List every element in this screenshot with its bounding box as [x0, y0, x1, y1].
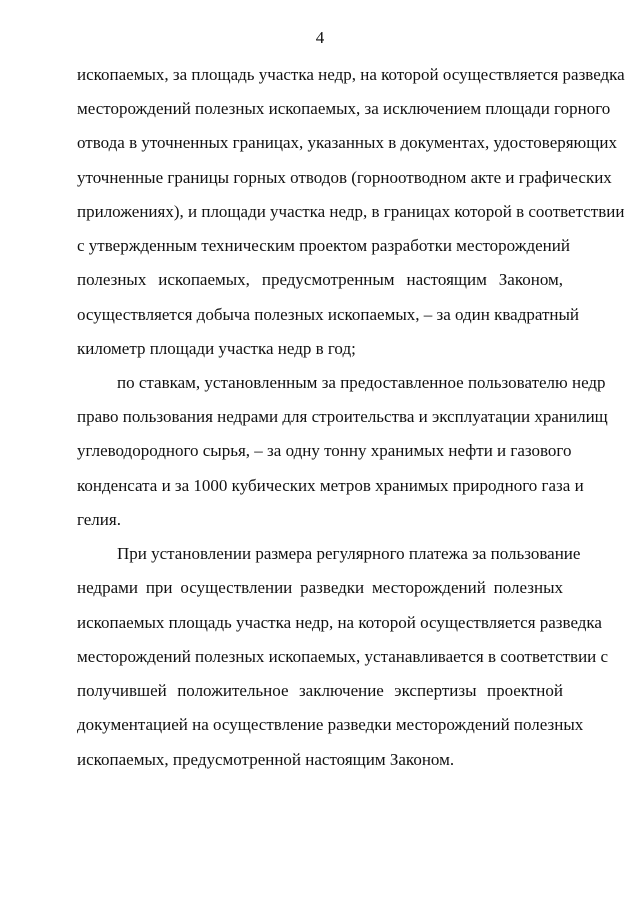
- text-line: право пользования недрами для строительства и эксплуатации хранилищ: [77, 407, 608, 426]
- text-line: месторождений полезных ископаемых, устанавливается в соответствии с: [77, 647, 609, 666]
- text-line: по ставкам, установленным за предоставленное пользователю недр: [117, 373, 606, 392]
- text-line: При установлении размера регулярного платежа за пользование: [117, 544, 581, 563]
- text-line: с утвержденным техническим проектом разработки месторождений: [77, 236, 570, 255]
- text-line: уточненные границы горных отводов (горноотводном акте и графических: [77, 168, 612, 187]
- page-number: 4: [315, 28, 325, 47]
- text-line: ископаемых, за площадь участка недр, на которой осуществляется разведка: [77, 65, 625, 84]
- text-line: получившей положительное заключение экспертизы проектной: [77, 681, 563, 700]
- text-line: недрами при осуществлении разведки месторождений полезных: [77, 578, 563, 597]
- text-line: осуществляется добыча полезных ископаемых, – за один квадратный: [77, 305, 580, 324]
- text-line: приложениях), и площади участка недр, в границах которой в соответствии: [77, 202, 625, 221]
- text-line: ископаемых, предусмотренной настоящим Законом.: [77, 750, 455, 769]
- text-line: километр площади участка недр в год;: [77, 339, 356, 358]
- text-line: документацией на осуществление разведки месторождений полезных: [77, 715, 584, 734]
- text-line: гелия.: [77, 510, 121, 529]
- text-line: полезных ископаемых, предусмотренным настоящим Законом,: [77, 270, 563, 289]
- text-line: углеводородного сырья, – за одну тонну хранимых нефти и газового: [77, 441, 572, 460]
- text-line: отвода в уточненных границах, указанных в документах, удостоверяющих: [77, 133, 617, 152]
- text-line: ископаемых площадь участка недр, на которой осуществляется разведка: [77, 613, 602, 632]
- text-line: месторождений полезных ископаемых, за исключением площади горного: [77, 99, 611, 118]
- text-line: конденсата и за 1000 кубических метров хранимых природного газа и: [77, 476, 584, 495]
